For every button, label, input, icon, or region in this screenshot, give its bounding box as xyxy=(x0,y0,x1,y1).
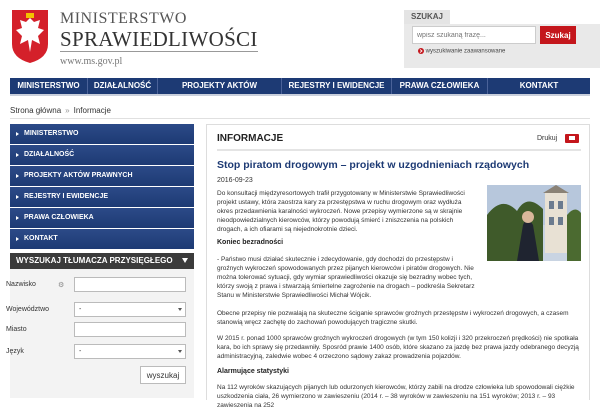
chevron-down-icon xyxy=(182,258,188,263)
article-paragraph-5: Na 112 wyroków skazujących pijanych lub odurzonych kierowców, którzy zabili na drodze człowieka lub spowodowali ciężkie uszkodzenia ciała, 26 wymierzono w zawieszeniu (2014 r. – 38 wyroków w zawieszeniu na 151 wyroków; 2013 r. – 93 zawieszenia na 252 xyxy=(217,384,575,409)
advanced-search-label: wyszukiwanie zaawansowane xyxy=(425,48,506,55)
subheading-koniec: Koniec bezradności xyxy=(217,239,284,246)
surname-row xyxy=(6,281,65,289)
search-button[interactable]: Szukaj xyxy=(540,26,576,44)
voivodeship-label: Województwo xyxy=(6,306,50,313)
printer-icon[interactable] xyxy=(565,134,579,143)
polish-eagle-emblem-icon[interactable] xyxy=(10,8,50,64)
main-content xyxy=(206,124,590,409)
city-row xyxy=(6,326,27,333)
language-value: - xyxy=(79,348,82,355)
search-input[interactable] xyxy=(412,26,536,44)
nav-underline xyxy=(10,94,590,96)
sidebar-item-prawa-czlowieka[interactable]: PRAWA CZŁOWIEKA xyxy=(10,208,194,228)
language-select[interactable] xyxy=(74,344,186,359)
sidebar-item-projekty[interactable]: PROJEKTY AKTÓW PRAWNYCH xyxy=(10,166,194,186)
sidebar-item-kontakt[interactable]: KONTAKT xyxy=(10,229,194,249)
surname-input[interactable] xyxy=(74,277,186,292)
voivodeship-row xyxy=(6,306,49,313)
article-title[interactable]: Stop piratom drogowym – projekt w uzgodnieniach rządowych xyxy=(217,159,530,171)
nav-item-projekty[interactable]: PROJEKTY AKTÓW PRAWNYCH xyxy=(158,78,282,94)
breadcrumb xyxy=(10,106,111,115)
gear-icon: ⚙ xyxy=(58,282,65,289)
section-divider xyxy=(217,149,581,151)
article-paragraph-1: Do konsultacji międzyresortowych trafił przygotowany w Ministerstwie Sprawiedliwości projekt ustawy, która zaostrza kary za przestępstwa w ruchu drogowym oraz wydłuża okres przedawnienia karalności wykroczeń. Nowe przepisy wymierzone są w skrajnie nieodpowiedzialnych kierowców, którzy powodują śmierć i zniszczenia na polskich drogach, a ich ofiarami są niejednokrotnie dzieci. xyxy=(217,190,465,233)
nav-item-dzialalnosc[interactable]: DZIAŁALNOŚĆ xyxy=(88,78,158,94)
section-title: INFORMACJE xyxy=(217,133,284,144)
logo-url: www.ms.gov.pl xyxy=(60,56,123,67)
sidebar-item-ministerstwo[interactable]: MINISTERSTWO xyxy=(10,124,194,144)
logo-line2: SPRAWIEDLIWOŚCI xyxy=(60,27,258,51)
logo-line1: MINISTERSTWO xyxy=(60,10,187,27)
city-input[interactable] xyxy=(74,322,186,337)
sidebar-item-dzialalnosc[interactable]: DZIAŁALNOŚĆ xyxy=(10,145,194,165)
chevron-right-icon xyxy=(418,48,424,54)
article-date: 2016-09-23 xyxy=(217,177,253,184)
find-translator-button[interactable]: wyszukaj xyxy=(140,366,186,384)
article-photo xyxy=(487,185,581,261)
article-paragraph-4: W 2015 r. ponad 1000 sprawców groźnych wykroczeń drogowych (w tym 150 kolizji i 320 przekroczeń prędkości) nie spotkała kara, bo ich sprawy się przedawniły. Sposród prawie 1400 osób, które skazano za jazdę bez prawa jazdy odebranego decyzją administracyjną, zaledwie wobec 4 orzeczono sądowy zakaz prowadzenia pojazdów. xyxy=(217,335,579,360)
site-header xyxy=(0,0,600,76)
site-search xyxy=(404,10,600,70)
ministry-logo[interactable] xyxy=(60,10,258,67)
article-paragraph-2: - Państwo musi działać skutecznie i zdecydowanie, gdy dochodzi do przestępstw i groźnych wykroczeń spowodowanych przez pijanych kierowców i piratów drogowych. Nie można tolerować sytuacji, gdy wymiar sprawiedliwości okazuje się bezradny wobec tych, którzy swoją z prawa i stwarzają śmiertelne zagrożenie na drogach – podkreśla Sekretarz Stanu w Ministerstwie Sprawiedliwości Michał Wójcik. xyxy=(217,256,475,299)
article-paragraph-3: Obecne przepisy nie pozwalają na skuteczne ściganie sprawców groźnych przestępstw i wykroczeń drogowych, a czasem stanowią wręcz zachętę do zachowań powodujących tragiczne skutki. xyxy=(217,310,569,326)
translator-heading-text: WYSZUKAJ TŁUMACZA PRZYSIĘGŁEGO xyxy=(16,256,173,265)
nav-item-prawa-czlowieka[interactable]: PRAWA CZŁOWIEKA xyxy=(392,78,488,94)
advanced-search-link[interactable] xyxy=(418,48,505,55)
voivodeship-select[interactable] xyxy=(74,302,186,317)
nav-item-ministerstwo[interactable]: MINISTERSTWO xyxy=(10,78,88,94)
select-arrow-icon xyxy=(178,350,182,353)
breadcrumb-divider xyxy=(10,118,590,119)
main-nav xyxy=(10,78,590,106)
breadcrumb-current: Informacje xyxy=(73,106,111,115)
search-tab[interactable]: SZUKAJ xyxy=(404,10,450,24)
sidebar-menu xyxy=(10,124,194,250)
city-label: Miasto xyxy=(6,326,27,333)
print-link[interactable]: Drukuj xyxy=(537,135,558,142)
voivodeship-value: - xyxy=(79,306,82,313)
language-row xyxy=(6,348,24,355)
breadcrumb-separator: » xyxy=(65,106,70,115)
select-arrow-icon xyxy=(178,308,182,311)
surname-label: Nazwisko xyxy=(6,281,36,288)
breadcrumb-home[interactable]: Strona główna xyxy=(10,106,62,115)
nav-item-rejestry[interactable]: REJESTRY I EWIDENCJE xyxy=(282,78,392,94)
translator-search-heading[interactable] xyxy=(10,253,194,269)
language-label: Język xyxy=(6,348,24,355)
nav-item-kontakt[interactable]: KONTAKT xyxy=(519,81,559,90)
subheading-statystyki: Alarmujące statystyki xyxy=(217,368,289,375)
sidebar-item-rejestry[interactable]: REJESTRY I EWIDENCJE xyxy=(10,187,194,207)
